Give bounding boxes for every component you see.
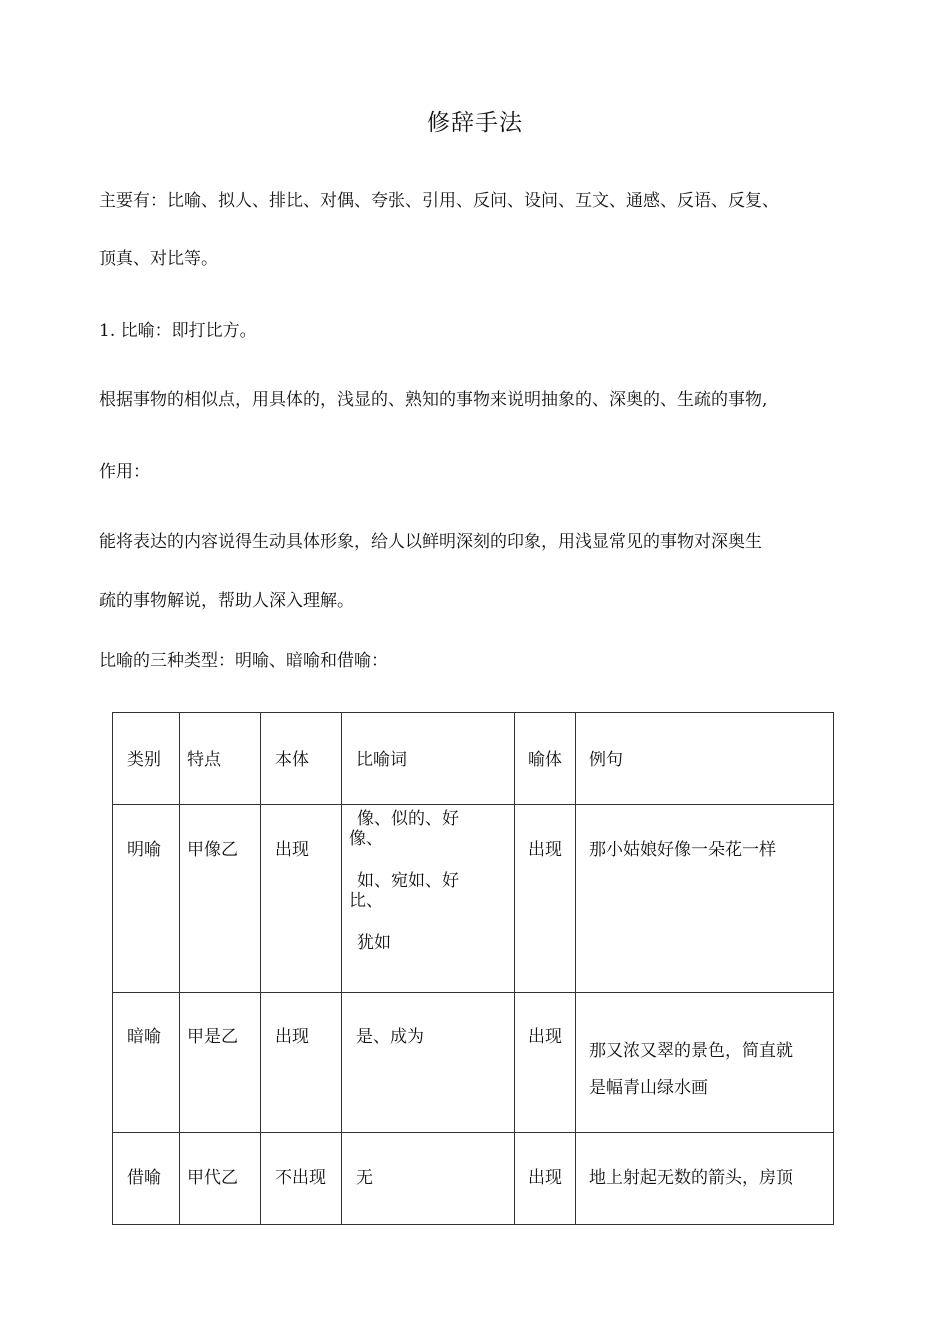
paragraph-intro-line-2: 顶真、对比等。 [99, 249, 218, 269]
paragraph-definition: 根据事物的相似点，用具体的，浅显的、熟知的事物来说明抽象的、深奥的、生疏的事物, [99, 390, 768, 410]
header-cell-type: 类别 [113, 713, 180, 805]
cell-vehicle: 出现 [515, 805, 576, 993]
paragraph-intro-line-1: 主要有：比喻、拟人、排比、对偶、夸张、引用、反问、设问、互文、通感、反语、反复、 [99, 191, 779, 211]
cell-words: 是、成为 [342, 993, 515, 1133]
paragraph-effect-line-2: 疏的事物解说，帮助人深入理解。 [99, 591, 354, 611]
paragraph-types-intro: 比喻的三种类型：明喻、暗喻和借喻： [99, 651, 388, 671]
table-row [113, 1133, 834, 1225]
cell-feature: 甲像乙 [180, 805, 261, 993]
cell-tenor: 不出现 [261, 1133, 342, 1225]
header-cell-vehicle: 喻体 [515, 713, 576, 805]
cell-example: 那小姑娘好像一朵花一样 [576, 805, 834, 993]
page-title: 修辞手法 [427, 110, 523, 136]
header-cell-tenor: 本体 [261, 713, 342, 805]
cell-tenor: 出现 [261, 993, 342, 1133]
paragraph-effect-label: 作用： [99, 462, 150, 482]
table-header-row [113, 713, 834, 805]
cell-words: 像、似的、好 像、 如、宛如、好 比、 犹如 [342, 805, 515, 993]
header-cell-feature: 特点 [180, 713, 261, 805]
cell-words: 无 [342, 1133, 515, 1225]
table-row [113, 805, 834, 993]
cell-type: 借喻 [113, 1133, 180, 1225]
table-row [113, 993, 834, 1133]
cell-feature: 甲是乙 [180, 993, 261, 1133]
cell-example: 那又浓又翠的景色，简直就 是幅青山绿水画 [576, 993, 834, 1133]
cell-vehicle: 出现 [515, 1133, 576, 1225]
metaphor-types-table [112, 712, 834, 1225]
section-heading-metaphor: 1. 比喻：即打比方。 [99, 321, 257, 341]
cell-feature: 甲代乙 [180, 1133, 261, 1225]
cell-vehicle: 出现 [515, 993, 576, 1133]
header-cell-example: 例句 [576, 713, 834, 805]
cell-tenor: 出现 [261, 805, 342, 993]
cell-type: 暗喻 [113, 993, 180, 1133]
header-cell-words: 比喻词 [342, 713, 515, 805]
cell-example: 地上射起无数的箭头，房顶 [576, 1133, 834, 1225]
cell-type: 明喻 [113, 805, 180, 993]
paragraph-effect-line-1: 能将表达的内容说得生动具体形象，给人以鲜明深刻的印象，用浅显常见的事物对深奥生 [99, 532, 762, 552]
